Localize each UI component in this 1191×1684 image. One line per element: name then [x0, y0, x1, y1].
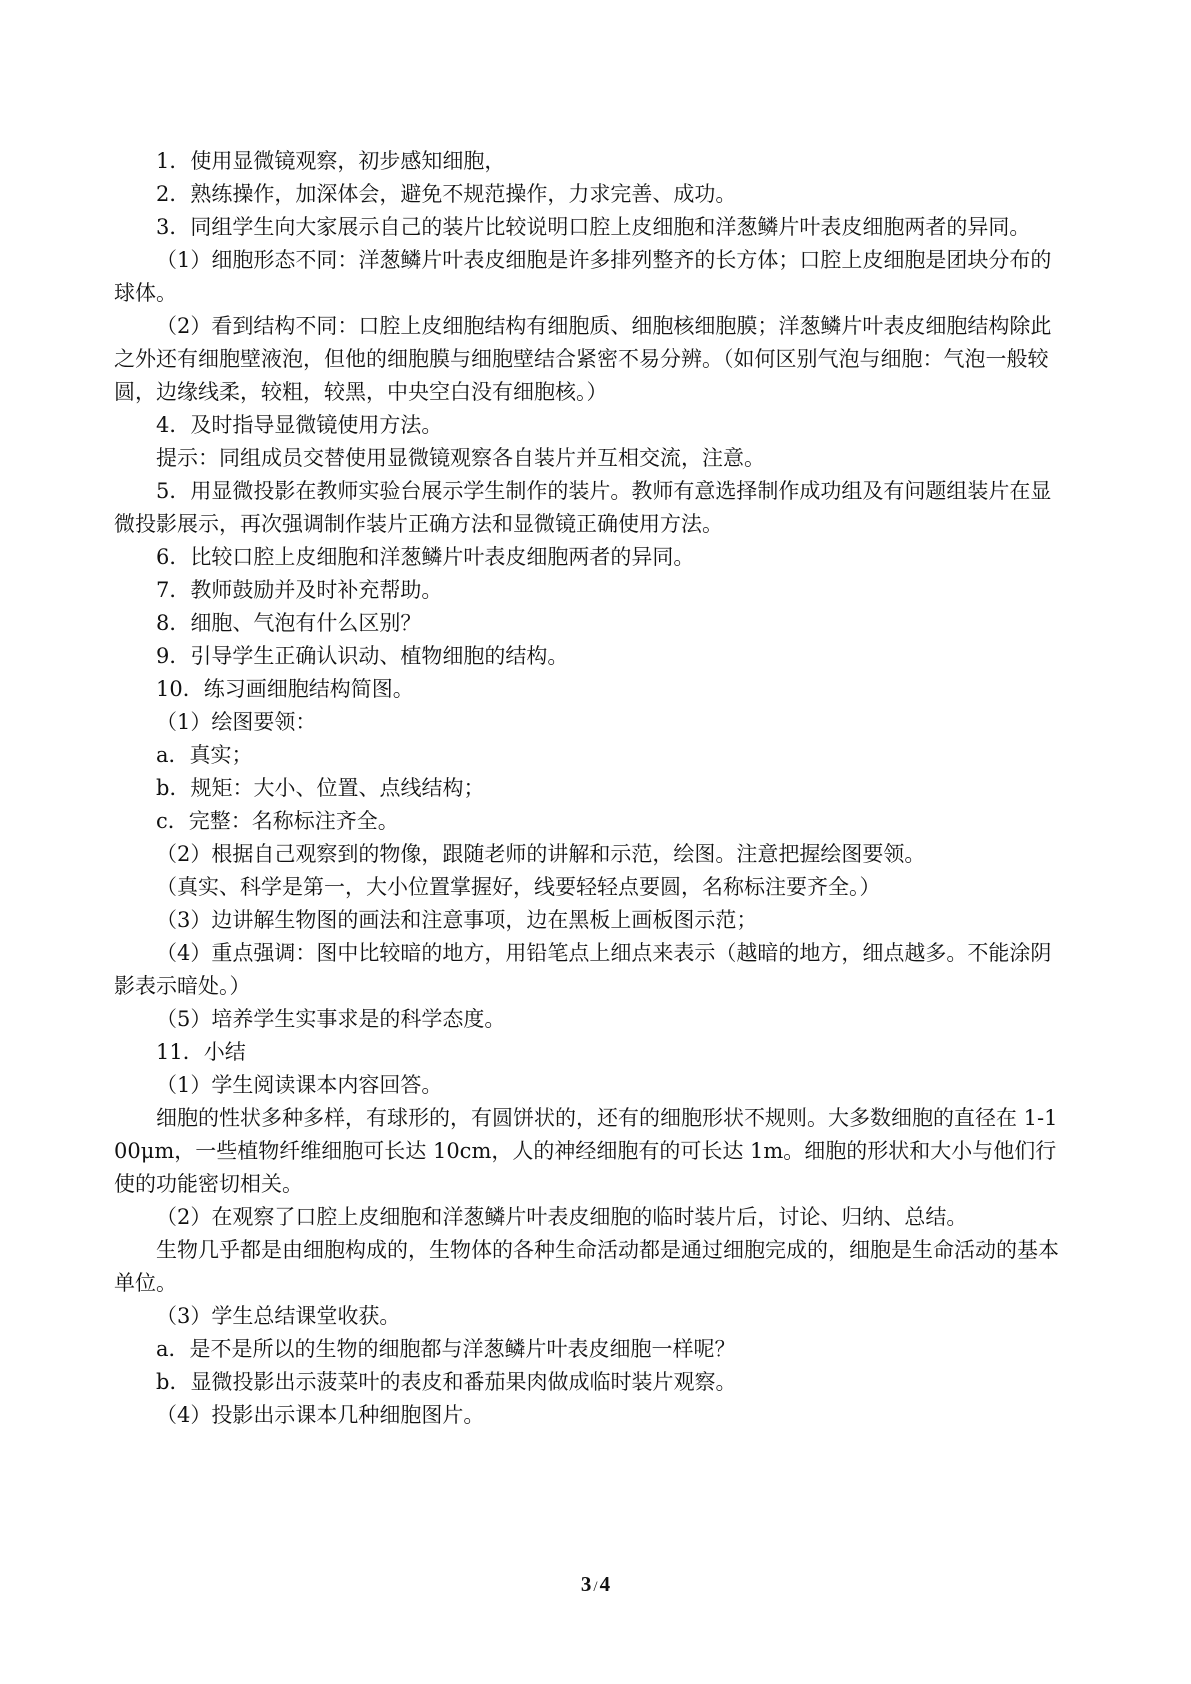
- page-number: [0, 1572, 1191, 1597]
- paragraph-11-4: （4）投影出示课本几种细胞图片。: [156, 1403, 485, 1427]
- paragraph-step-9: 9．引导学生正确认识动、植物细胞的结构。: [156, 644, 569, 668]
- paragraph-10-5: （5）培养学生实事求是的科学态度。: [156, 1007, 506, 1031]
- paragraph-10-1-c: c．完整：名称标注齐全。: [156, 809, 399, 833]
- paragraph-step-4: 4．及时指导显微镜使用方法。: [156, 413, 443, 437]
- paragraph-3-1: （1）细胞形态不同：洋葱鳞片叶表皮细胞是许多排列整齐的长方体；口腔上皮细胞是团块分布的球体。: [114, 248, 1052, 305]
- paragraph-step-2: 2．熟练操作，加深体会，避免不规范操作，力求完善、成功。: [156, 182, 737, 206]
- current-page: 3: [580, 1572, 592, 1596]
- paragraph-step-3: 3．同组学生向大家展示自己的装片比较说明口腔上皮细胞和洋葱鳞片叶表皮细胞两者的异同。: [156, 215, 1031, 239]
- paragraph-step-7: 7．教师鼓励并及时补充帮助。: [156, 578, 443, 602]
- total-pages: 4: [599, 1572, 611, 1596]
- paragraph-step-8: 8．细胞、气泡有什么区别？: [156, 611, 422, 635]
- paragraph-10-2-note: （真实、科学是第一，大小位置掌握好，线要轻轻点要圆，名称标注要齐全。）: [156, 875, 881, 899]
- paragraph-11-1: （1）学生阅读课本内容回答。: [156, 1073, 443, 1097]
- paragraph-10-1: （1）绘图要领：: [156, 710, 317, 734]
- paragraph-11-3-b: b．显微投影出示菠菜叶的表皮和番茄果肉做成临时装片观察。: [156, 1370, 737, 1394]
- paragraph-step-11: 11．小结: [156, 1040, 246, 1064]
- paragraph-10-2: （2）根据自己观察到的物像，跟随老师的讲解和示范，绘图。注意把握绘图要领。: [156, 842, 926, 866]
- paragraph-cell-unit: 生物几乎都是由细胞构成的，生物体的各种生命活动都是通过细胞完成的，细胞是生命活动的基本单位。: [114, 1238, 1059, 1295]
- paragraph-11-3-a: a．是不是所以的生物的细胞都与洋葱鳞片叶表皮细胞一样呢？: [156, 1337, 736, 1361]
- paragraph-10-1-b: b．规矩：大小、位置、点线结构；: [156, 776, 485, 800]
- page-separator: /: [593, 1579, 598, 1595]
- paragraph-10-4: （4）重点强调：图中比较暗的地方，用铅笔点上细点来表示（越暗的地方，细点越多。不能涂阴影表示暗处。）: [114, 941, 1052, 998]
- paragraph-11-3: （3）学生总结课堂收获。: [156, 1304, 401, 1328]
- paragraph-step-10: 10．练习画细胞结构简图。: [156, 677, 414, 701]
- paragraph-step-6: 6．比较口腔上皮细胞和洋葱鳞片叶表皮细胞两者的异同。: [156, 545, 695, 569]
- paragraph-step-1: 1．使用显微镜观察，初步感知细胞，: [156, 149, 506, 173]
- paragraph-cell-shape: 细胞的性状多种多样，有球形的，有圆饼状的，还有的细胞形状不规则。大多数细胞的直径在 1-100μm，一些植物纤维细胞可长达 10cm，人的神经细胞有的可长达 1m。细胞的形状和大小与他们行使的功能密切相关。: [114, 1106, 1058, 1196]
- paragraph-11-2: （2）在观察了口腔上皮细胞和洋葱鳞片叶表皮细胞的临时装片后，讨论、归纳、总结。: [156, 1205, 968, 1229]
- paragraph-3-2: （2）看到结构不同：口腔上皮细胞结构有细胞质、细胞核细胞膜；洋葱鳞片叶表皮细胞结构除此之外还有细胞壁液泡，但他的细胞膜与细胞壁结合紧密不易分辨。（如何区别气泡与细胞：气泡一般较圆，边缘线柔，较粗，较黑，中央空白没有细胞核。）: [114, 314, 1052, 404]
- paragraph-10-1-a: a．真实；: [156, 743, 253, 767]
- paragraph-10-3: （3）边讲解生物图的画法和注意事项，边在黑板上画板图示范；: [156, 908, 758, 932]
- document-body: [114, 145, 1066, 1432]
- paragraph-step-5: 5．用显微投影在教师实验台展示学生制作的装片。教师有意选择制作成功组及有问题组装片在显微投影展示，再次强调制作装片正确方法和显微镜正确使用方法。: [114, 479, 1052, 536]
- paragraph-hint: 提示：同组成员交替使用显微镜观察各自装片并互相交流，注意。: [156, 446, 765, 470]
